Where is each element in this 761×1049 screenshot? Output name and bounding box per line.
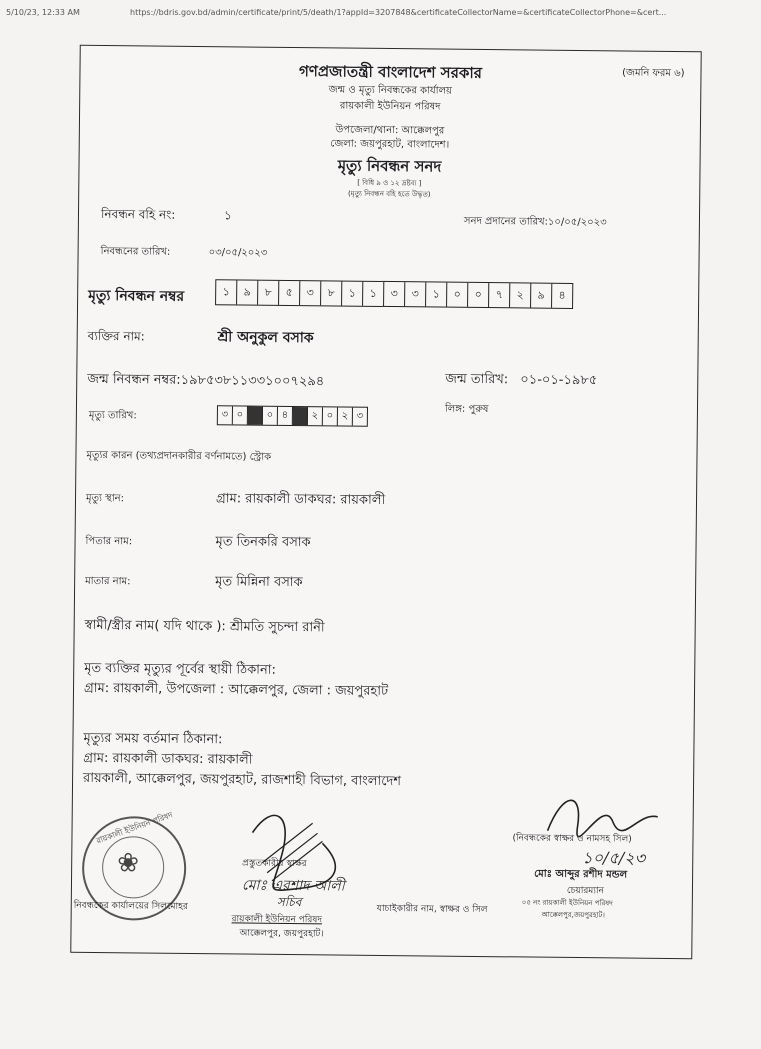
- reg-date-label: নিবন্ধনের তারিখ:: [100, 245, 171, 258]
- reg-date-value: ০৩/০৫/২০২৩: [208, 247, 268, 259]
- reg-no-digit: ১: [216, 280, 237, 304]
- reg-no-digit: ১: [426, 282, 447, 306]
- reg-no-digit: ৭: [489, 283, 510, 307]
- death-date-boxes: [217, 405, 368, 427]
- secretary-title: সচিব: [276, 894, 302, 910]
- name-label: ব্যক্তির নাম:: [87, 328, 145, 344]
- reg-no-digit: ৯: [531, 284, 552, 308]
- upazila-line: উপজেলা/থানা: আক্কেলপুর: [335, 124, 445, 137]
- form-number: (জমনি ফরম ৬): [622, 67, 685, 80]
- mother-value: মৃত মিন্নিনা বসাক: [215, 574, 303, 591]
- office-name: জন্ম ও মৃত্যু নিবন্ধকের কার্যালয়: [328, 84, 453, 97]
- registrar-name: মোঃ আব্দুর রশীদ মন্ডল: [534, 868, 628, 881]
- rule-reference: [ বিধি ৯ ও ১২ দ্রষ্টব্য ]: [357, 178, 422, 188]
- issue-date-value: ১০/০৫/২০২৩: [547, 216, 607, 229]
- issue-date-label: সনদ প্রদানের তারিখ:: [463, 215, 548, 228]
- perm-addr-value: গ্রাম: রায়কালী, উপজেলা : আক্কেলপুর, জেলা : জয়পুরহাট: [83, 680, 389, 700]
- death-date-digit: ২: [338, 407, 353, 425]
- registrar-title: চেয়ারম্যান: [566, 885, 604, 897]
- spouse-label: স্বামী/স্ত্রীর নাম( যদি থাকে ):: [84, 617, 226, 635]
- registrar-union: ০৫ নং রায়কালী ইউনিয়ন পরিষদ: [521, 898, 613, 908]
- cause-label: মৃত্যুর কারন (তথ্যপ্রদানকারীর বর্ণনামতে): [86, 449, 247, 463]
- reg-no-digit: ১: [363, 282, 384, 306]
- certificate-title: মৃত্যু নিবন্ধন সনদ: [337, 156, 442, 176]
- death-date-digit: ৪: [278, 407, 293, 425]
- reg-no-digit: ২: [510, 283, 531, 307]
- mother-label: মাতার নাম:: [85, 575, 131, 588]
- death-date-digit: ৩: [356, 410, 364, 422]
- spouse-value: শ্রীমতি সুচন্দা রানী: [229, 619, 325, 636]
- death-date-digit: ৩: [218, 406, 233, 424]
- death-date-digit: ০: [323, 407, 338, 425]
- sign-date: ১০/৫/২৩: [582, 848, 646, 868]
- government-title: গণপ্রজাতন্ত্রী বাংলাদেশ সরকার: [298, 62, 483, 82]
- cur-addr-line2: রায়কালী, আক্কেলপুর, জয়পুরহাট, রাজশাহী বিভাগ, বাংলাদেশ: [83, 770, 402, 790]
- birth-reg-label: জন্ম নিবন্ধন নম্বর:: [87, 371, 181, 388]
- reg-no-digit: ৩: [405, 282, 426, 306]
- reg-no-digit: ৮: [258, 281, 279, 305]
- reg-no-digit: ৪: [558, 288, 566, 302]
- district-line: জেলা: জয়পুরহাট, বাংলাদেশ।: [330, 138, 450, 151]
- person-name: শ্রী অনুকুল বসাক: [217, 329, 314, 347]
- dob-value: ০১-০১-১৯৮৫: [520, 372, 598, 389]
- cur-addr-line1: গ্রাম: রায়কালী ডাকঘর: রায়কালী: [83, 750, 253, 768]
- father-value: মৃত তিনকরি বসাক: [215, 534, 311, 551]
- reg-no-digit: ৩: [300, 281, 321, 305]
- print-url: https://bdris.gov.bd/admin/certificate/print/5/death/1?appId=3207848&certificateCollectorName=&certificateCollectorPhone=&cert...: [130, 8, 667, 17]
- register-note: (মৃত্যু নিবন্ধন বহি হতে উদ্ধৃত): [347, 189, 431, 199]
- father-label: পিতার নাম:: [85, 535, 133, 548]
- seal-emblem-icon: ❀: [117, 848, 140, 879]
- verifier-label: যাচাইকারীর নাম, স্বাক্ষর ও সিল: [376, 903, 488, 916]
- seal-label: নিবন্ধকের কার্যালয়ের সিলমোহর: [73, 900, 188, 912]
- reg-no-digit: ০: [468, 283, 489, 307]
- death-date-label: মৃত্যু তারিখ:: [88, 409, 137, 422]
- reg-no-digit: ১: [342, 282, 363, 306]
- sex-value: পুরুষ: [468, 403, 489, 416]
- reg-no-digit: ৯: [237, 280, 258, 304]
- death-date-digit: ০: [233, 406, 248, 424]
- death-date-digit: [248, 407, 263, 425]
- place-value: গ্রাম: রায়কালী ডাকঘর: রায়কালী: [215, 491, 386, 508]
- reg-no-digit: ৩: [384, 282, 405, 306]
- book-no-value: ১: [223, 208, 232, 223]
- book-no-label: নিবন্ধন বহি নং:: [100, 207, 176, 222]
- sex-label: লিঙ্গ:: [444, 403, 466, 415]
- secretary-addr: আক্কেলপুর, জয়পুরহাট।: [239, 928, 324, 940]
- reg-no-digit: ৮: [321, 281, 342, 305]
- place-label: মৃত্যু স্থান:: [85, 492, 125, 505]
- death-date-digit: ০: [263, 407, 278, 425]
- registrar-label: (নিবন্ধকের স্বাক্ষর ও নামসহ সিল): [512, 833, 632, 845]
- reg-no-boxes: [215, 279, 573, 309]
- reg-no-label: মৃত্যু নিবন্ধন নম্বর: [88, 287, 185, 305]
- cur-addr-label: মৃত্যুর সময় বর্তমান ঠিকানা:: [83, 730, 223, 748]
- birth-reg-value: ১৯৮৫৩৮১১৩৩১০০৭২৯৪: [180, 372, 325, 390]
- secretary-union: রায়কালী ইউনিয়ন পরিষদ: [231, 914, 323, 926]
- death-certificate: [70, 45, 701, 959]
- secretary-name: মোঃ এরশাদ আলী: [241, 877, 345, 895]
- preparer-label: প্রস্তুতকারীর স্বাক্ষর: [242, 858, 307, 870]
- perm-addr-label: মৃত ব্যক্তির মৃত্যুর পূর্বের স্থায়ী ঠিকানা:: [84, 660, 276, 678]
- print-datetime: 5/10/23, 12:33 AM: [6, 8, 80, 17]
- registrar-addr: আক্কেলপুর,জয়পুরহাট।: [541, 910, 605, 920]
- death-date-digit: [293, 407, 308, 425]
- reg-no-digit: ০: [447, 283, 468, 307]
- union-name: রায়কালী ইউনিয়ন পরিষদ: [339, 100, 441, 113]
- cause-value: স্ট্রোক: [249, 451, 272, 463]
- browser-print-header: [0, 0, 761, 34]
- death-date-digit: ২: [308, 407, 323, 425]
- seal-ring-text: রায়কালী ইউনিয়ন পরিষদ: [95, 810, 174, 846]
- reg-no-digit: ৫: [279, 281, 300, 305]
- dob-label: জন্ম তারিখ:: [445, 371, 509, 388]
